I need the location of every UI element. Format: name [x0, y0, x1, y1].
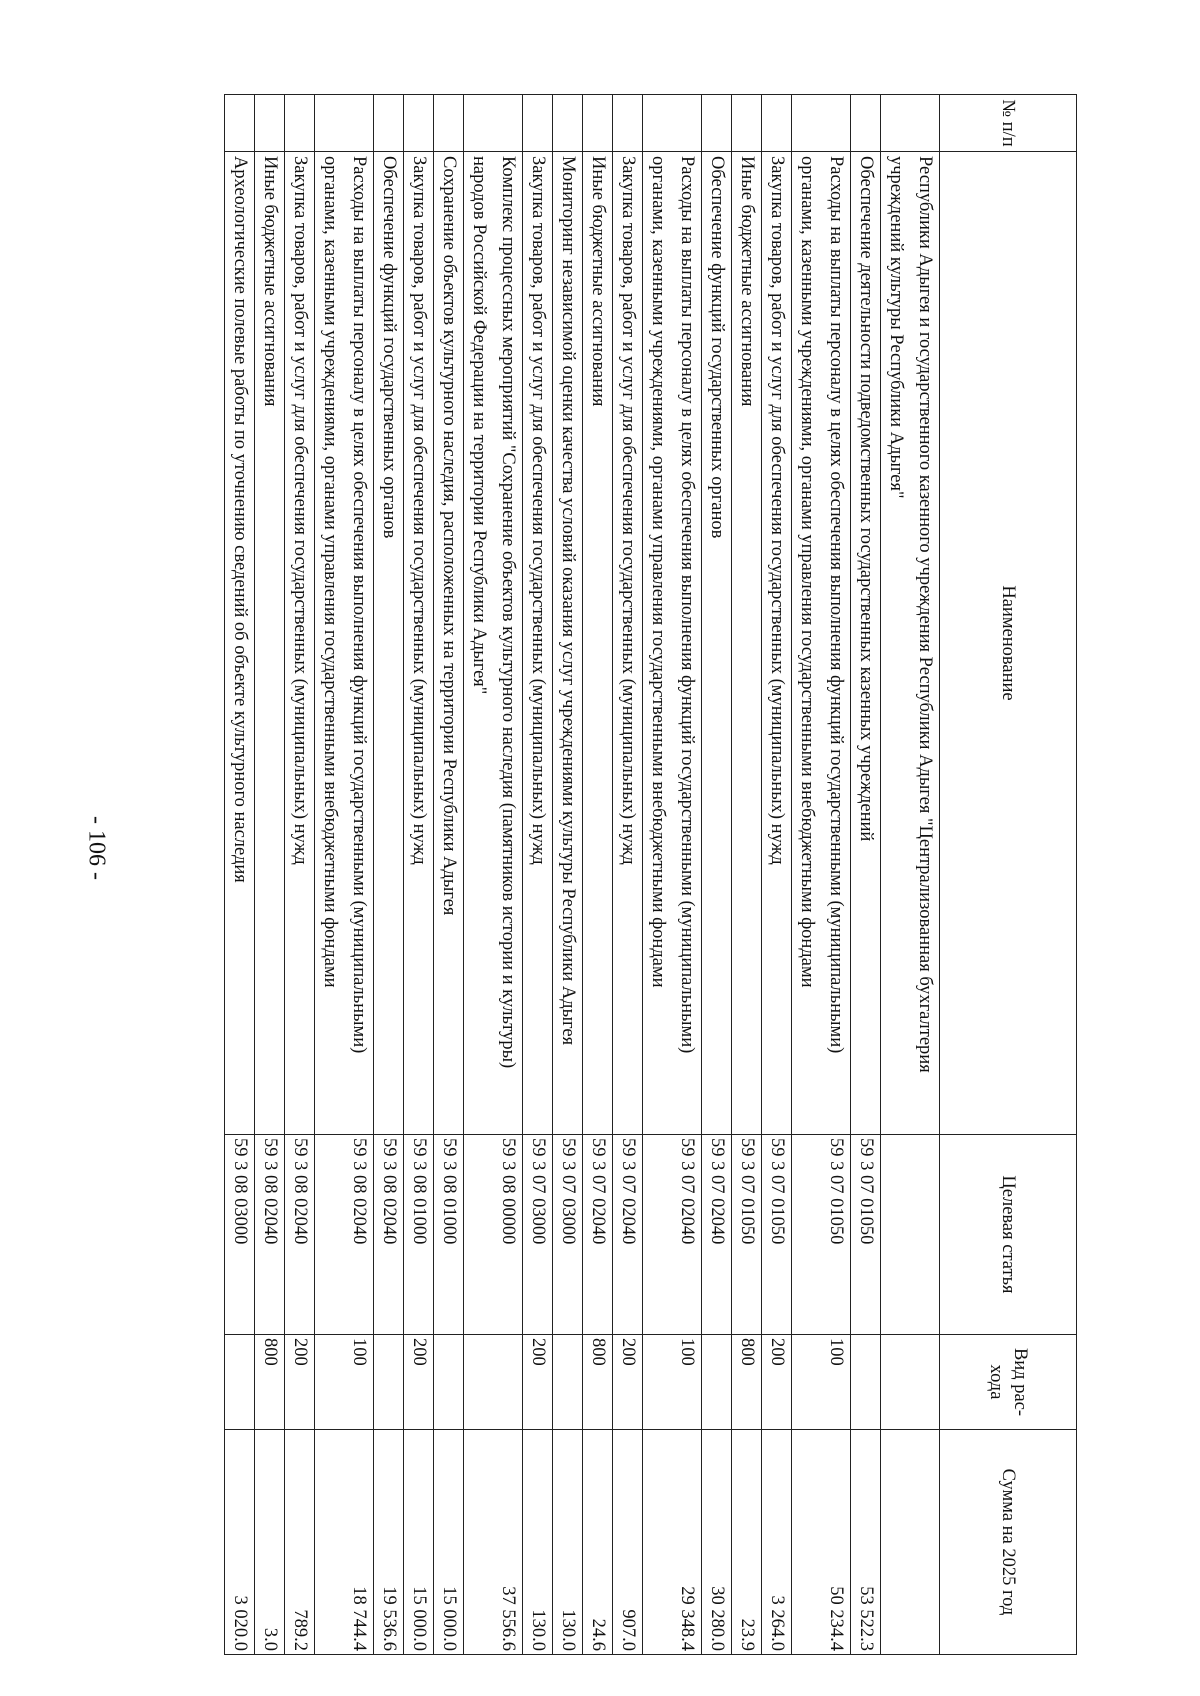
cell-kind: 200	[613, 1335, 643, 1430]
cell-no	[404, 95, 434, 152]
table-row	[762, 95, 792, 1655]
cell-name: Мониторинг независимой оценки качества условий оказания услуг учреждениями культуры Республики Адыгея	[553, 152, 583, 1135]
cell-amount: 19 536.6	[374, 1430, 404, 1655]
cell-amount: 30 280.0	[702, 1430, 732, 1655]
cell-kind: 100	[792, 1335, 851, 1430]
header-name: Наименование	[940, 152, 1077, 1135]
cell-no	[255, 95, 285, 152]
cell-amount: 29 348.4	[643, 1430, 702, 1655]
table-row	[404, 95, 434, 1655]
cell-code: 59 3 07 02040	[583, 1135, 613, 1335]
cell-kind: 200	[523, 1335, 553, 1430]
cell-no	[374, 95, 404, 152]
header-kind: Вид рас- хода	[940, 1335, 1077, 1430]
cell-name: Расходы на выплаты персоналу в целях обеспечения выполнения функций государственными (муниципальными) органами, казенными учреждениями, органами управления государственными внебюджетными фондами	[792, 152, 851, 1135]
cell-code: 59 3 07 03000	[553, 1135, 583, 1335]
cell-amount: 18 744.4	[315, 1430, 374, 1655]
table-row	[464, 95, 523, 1655]
header-code: Целевая статья	[940, 1135, 1077, 1335]
cell-amount	[881, 1430, 940, 1655]
cell-name: Обеспечение функций государственных органов	[374, 152, 404, 1135]
cell-no	[285, 95, 315, 152]
cell-kind	[464, 1335, 523, 1430]
header-no: № п/п	[940, 95, 1077, 152]
cell-no	[434, 95, 464, 152]
cell-amount: 15 000.0	[404, 1430, 434, 1655]
table-body	[225, 95, 940, 1655]
cell-name: Закупка товаров, работ и услуг для обеспечения государственных (муниципальных) нужд	[762, 152, 792, 1135]
cell-kind: 100	[315, 1335, 374, 1430]
cell-name: Иные бюджетные ассигнования	[732, 152, 762, 1135]
cell-amount: 907.0	[613, 1430, 643, 1655]
cell-code: 59 3 07 01050	[851, 1135, 881, 1335]
cell-kind	[881, 1335, 940, 1430]
cell-no	[792, 95, 851, 152]
cell-amount: 37 556.6	[464, 1430, 523, 1655]
cell-code	[881, 1135, 940, 1335]
cell-name: Закупка товаров, работ и услуг для обеспечения государственных (муниципальных) нужд	[613, 152, 643, 1135]
cell-amount: 789.2	[285, 1430, 315, 1655]
cell-code: 59 3 08 01000	[434, 1135, 464, 1335]
cell-amount: 130.0	[523, 1430, 553, 1655]
cell-no	[643, 95, 702, 152]
cell-name: Обеспечение деятельности подведомственных государственных казенных учреждений	[851, 152, 881, 1135]
table-row	[732, 95, 762, 1655]
table-row	[315, 95, 374, 1655]
cell-code: 59 3 07 01050	[792, 1135, 851, 1335]
cell-no	[762, 95, 792, 152]
cell-name: Обеспечение функций государственных органов	[702, 152, 732, 1135]
cell-amount: 130.0	[553, 1430, 583, 1655]
cell-kind: 800	[732, 1335, 762, 1430]
cell-kind	[702, 1335, 732, 1430]
table-row	[583, 95, 613, 1655]
cell-amount: 24.6	[583, 1430, 613, 1655]
table-row	[851, 95, 881, 1655]
cell-name: Иные бюджетные ассигнования	[583, 152, 613, 1135]
cell-no	[583, 95, 613, 152]
cell-kind	[851, 1335, 881, 1430]
cell-kind: 200	[762, 1335, 792, 1430]
table-row	[643, 95, 702, 1655]
cell-name: Расходы на выплаты персоналу в целях обеспечения выполнения функций государственными (муниципальными) органами, казенными учреждениями, органами управления государственными внебюджетными фондами	[643, 152, 702, 1135]
cell-no	[315, 95, 374, 152]
cell-no	[613, 95, 643, 152]
table-row	[523, 95, 553, 1655]
header-amount: Сумма на 2025 год	[940, 1430, 1077, 1655]
cell-code: 59 3 07 02040	[702, 1135, 732, 1335]
cell-kind: 100	[643, 1335, 702, 1430]
cell-amount: 3 020.0	[225, 1430, 255, 1655]
table-row	[225, 95, 255, 1655]
cell-no	[702, 95, 732, 152]
cell-amount: 23.9	[732, 1430, 762, 1655]
cell-amount: 3.0	[255, 1430, 285, 1655]
cell-name: Республики Адыгея и государственного казенного учреждения Республики Адыгея "Централизованная бухгалтерия учреждений культуры Республики Адыгея"	[881, 152, 940, 1135]
table-row	[255, 95, 285, 1655]
cell-amount: 15 000.0	[434, 1430, 464, 1655]
cell-kind: 200	[404, 1335, 434, 1430]
cell-code: 59 3 08 02040	[374, 1135, 404, 1335]
cell-no	[553, 95, 583, 152]
cell-name: Закупка товаров, работ и услуг для обеспечения государственных (муниципальных) нужд	[285, 152, 315, 1135]
rotated-table-container	[117, 94, 1077, 1654]
budget-table	[224, 94, 1077, 1655]
cell-code: 59 3 08 02040	[315, 1135, 374, 1335]
cell-kind: 200	[285, 1335, 315, 1430]
table-row	[374, 95, 404, 1655]
cell-code: 59 3 08 02040	[255, 1135, 285, 1335]
cell-kind	[553, 1335, 583, 1430]
table-row	[285, 95, 315, 1655]
cell-name: Расходы на выплаты персоналу в целях обеспечения выполнения функций государственными (муниципальными) органами, казенными учреждениями, органами управления государственными внебюджетными фондами	[315, 152, 374, 1135]
cell-code: 59 3 07 01050	[762, 1135, 792, 1335]
cell-no	[523, 95, 553, 152]
cell-kind: 800	[583, 1335, 613, 1430]
cell-code: 59 3 07 03000	[523, 1135, 553, 1335]
table-row	[553, 95, 583, 1655]
cell-kind	[225, 1335, 255, 1430]
page-number: - 106 -	[83, 816, 110, 880]
cell-name: Комплекс процессных мероприятий "Сохранение объектов культурного наследия (памятников истории и культуры) народов Российской Федерации на территории Республики Адыгея"	[464, 152, 523, 1135]
cell-code: 59 3 08 03000	[225, 1135, 255, 1335]
cell-no	[881, 95, 940, 152]
cell-code: 59 3 07 02040	[643, 1135, 702, 1335]
table-row	[434, 95, 464, 1655]
cell-name: Закупка товаров, работ и услуг для обеспечения государственных (муниципальных) нужд	[404, 152, 434, 1135]
cell-code: 59 3 07 01050	[732, 1135, 762, 1335]
cell-name: Закупка товаров, работ и услуг для обеспечения государственных (муниципальных) нужд	[523, 152, 553, 1135]
table-row	[792, 95, 851, 1655]
cell-amount: 53 522.3	[851, 1430, 881, 1655]
cell-name: Археологические полевые работы по уточнению сведений об объекте культурного наследия	[225, 152, 255, 1135]
cell-code: 59 3 08 02040	[285, 1135, 315, 1335]
cell-kind: 800	[255, 1335, 285, 1430]
cell-kind	[374, 1335, 404, 1430]
cell-no	[851, 95, 881, 152]
cell-no	[464, 95, 523, 152]
table-row	[702, 95, 732, 1655]
table-row	[881, 95, 940, 1655]
cell-name: Иные бюджетные ассигнования	[255, 152, 285, 1135]
cell-code: 59 3 08 01000	[404, 1135, 434, 1335]
table-header-row	[940, 95, 1077, 1655]
table-row	[613, 95, 643, 1655]
cell-kind	[434, 1335, 464, 1430]
cell-amount: 50 234.4	[792, 1430, 851, 1655]
cell-name: Сохранение объектов культурного наследия, расположенных на территории Республики Адыгея	[434, 152, 464, 1135]
cell-no	[225, 95, 255, 152]
cell-amount: 3 264.0	[762, 1430, 792, 1655]
cell-code: 59 3 07 02040	[613, 1135, 643, 1335]
cell-no	[732, 95, 762, 152]
cell-code: 59 3 08 00000	[464, 1135, 523, 1335]
